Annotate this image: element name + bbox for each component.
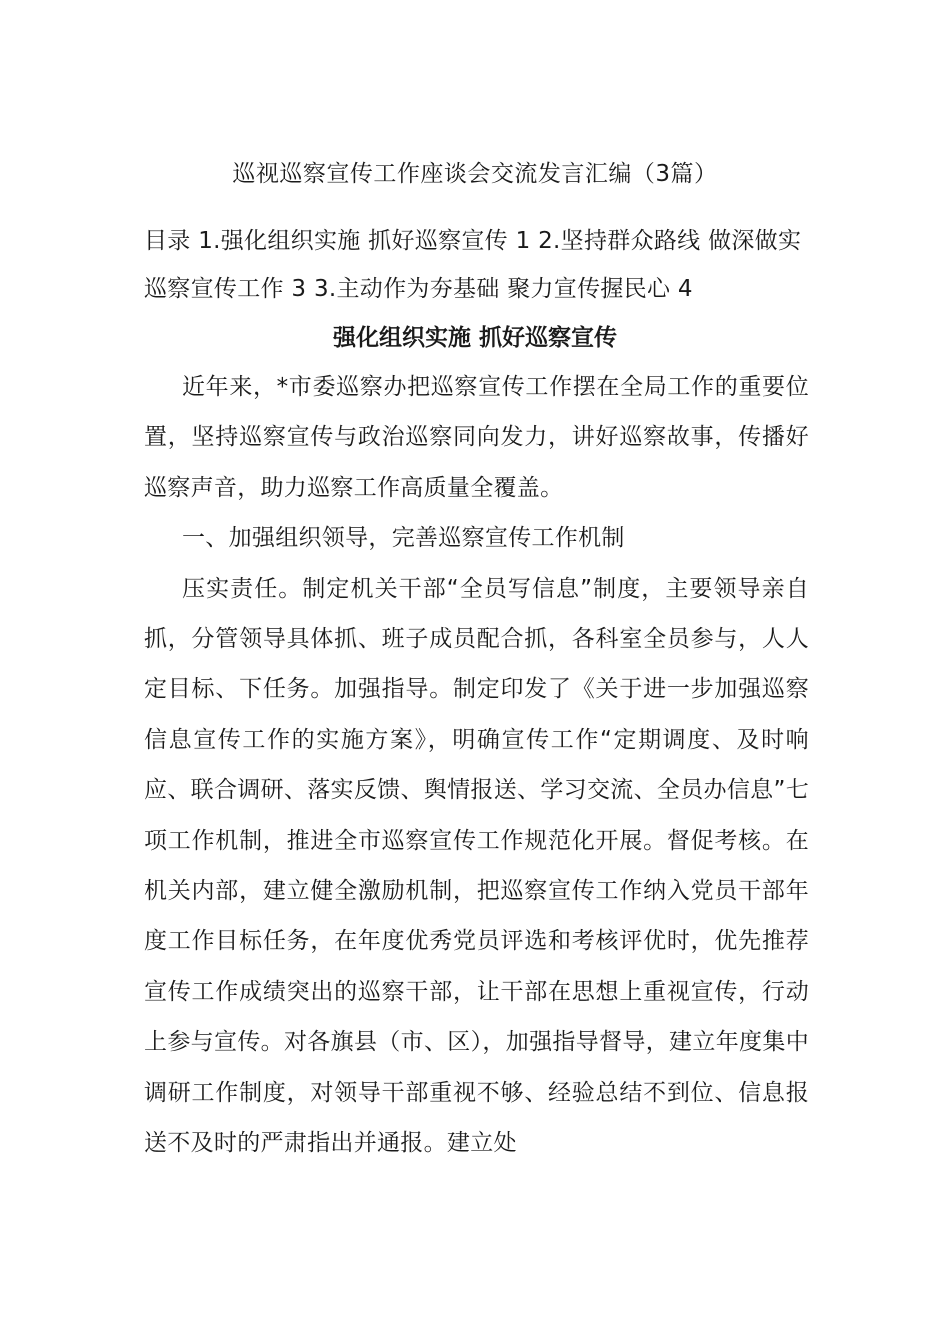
section-heading: 强化组织实施 抓好巡察宣传 bbox=[332, 325, 617, 351]
subheading-paragraph: 一、加强组织领导，完善巡察宣传工作机制 bbox=[182, 525, 625, 552]
document-title: 巡视巡察宣传工作座谈会交流发言汇编（3篇） bbox=[232, 161, 718, 187]
body-paragraph: 压实责任。制定机关干部“全员写信息”制度，主要领导亲自抓，分管领导具体抓、班子成员配合抓，各科室全员参与，人人定目标、下任务。加强指导。制定印发了《关于进一步加强巡察信息宣传工作的实施方案》，明确宣传工作“定期调度、及时响应、联合调研、落实反馈、舆情报送、学习交流、全员办信息”七项工作机制，推进全市巡察宣传工作规范化开展。督促考核。在机关内部，建立健全激励机制，把巡察宣传工作纳入党员干部年度工作目标任务，在年度优秀党员评选和考核评优时，优先推荐宣传工作成绩突出的巡察干部，让干部在思想上重视宣传，行动上参与宣传。对各旗县（市、区），加强指导督导，建立年度集中调研工作制度，对领导干部重视不够、经验总结不到位、信息报送不及时的严肃指出并通报。建立处 bbox=[144, 575, 809, 1157]
intro-paragraph: 近年来，*市委巡察办把巡察宣传工作摆在全局工作的重要位置，坚持巡察宣传与政治巡察同向发力，讲好巡察故事，传播好巡察声音，助力巡察工作高质量全覆盖。 bbox=[144, 374, 809, 501]
document-body bbox=[144, 362, 809, 1169]
table-of-contents: 目录 1.强化组织实施 抓好巡察宣传 1 2.坚持群众路线 做深做实巡察宣传工作 3 3.主动作为夯基础 聚力宣传握民心 4 bbox=[144, 228, 802, 302]
